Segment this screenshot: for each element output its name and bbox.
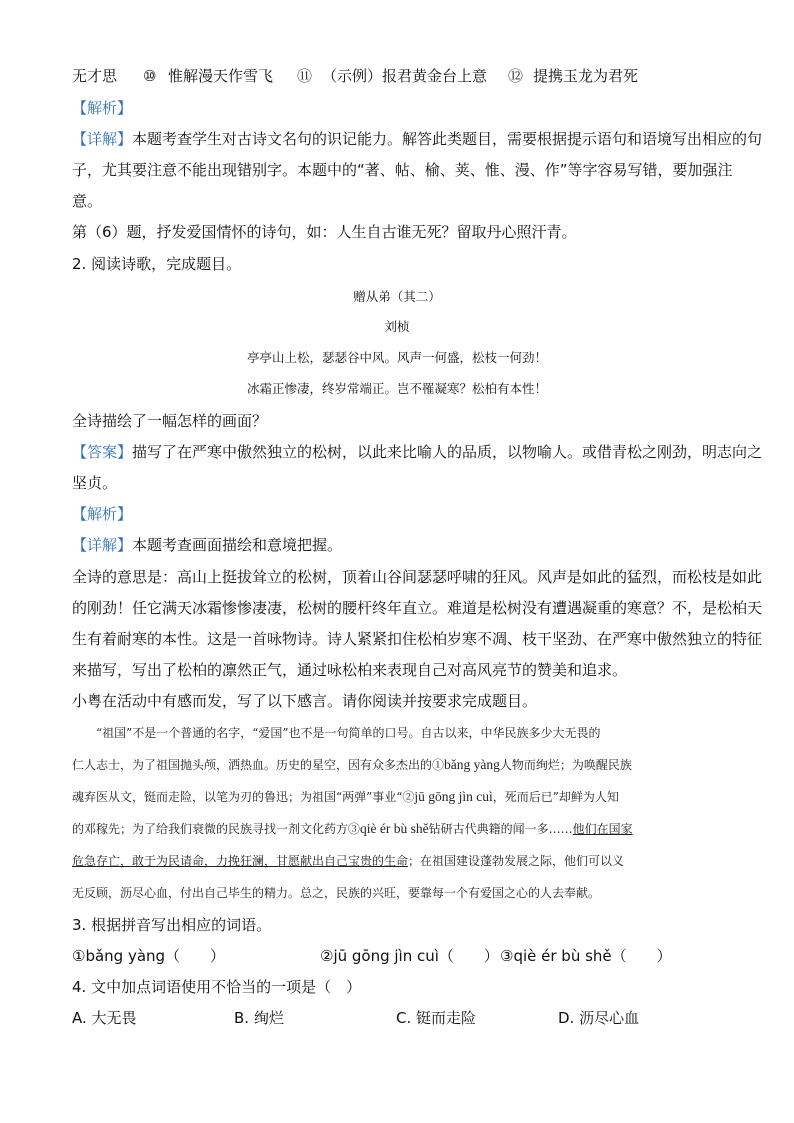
answer-tag: 【答案】 xyxy=(72,443,133,461)
detail-paragraph-line: 意。 xyxy=(72,192,103,210)
pinyin-1: bǎng yàng xyxy=(444,757,500,772)
pinyin-item-2: ②jū gōng jìn cuì（ ） xyxy=(320,947,499,965)
detail-tag: 【详解】 xyxy=(72,536,133,554)
option-c: C. 铤而走险 xyxy=(396,1009,477,1027)
option-a: A. 大无畏 xyxy=(72,1009,137,1027)
answer-number-12: ⑫ xyxy=(508,67,524,85)
analysis-tag: 【解析】 xyxy=(72,505,133,523)
passage-line: “祖国”不是一个普通的名字，“爱国”也不是一句简单的口号。自古以来，中华民族多少大无畏的 xyxy=(96,726,601,740)
poem-title: 赠从弟（其二） xyxy=(353,289,441,304)
detail-tag: 【详解】 xyxy=(72,130,133,148)
question-2-prompt: 全诗描绘了一幅怎样的画面？ xyxy=(72,412,268,430)
pinyin-2: jū gōng jìn cuì xyxy=(414,789,493,804)
answer-number-11: ⑪ xyxy=(297,67,313,85)
pinyin-item-1: ①bǎng yàng（ ） xyxy=(72,947,226,965)
detail-paragraph-line: 全诗的意思是：高山上挺拔耸立的松树，顶着山谷间瑟瑟呼啸的狂风。风声是如此的猛烈，而松枝是如此 xyxy=(72,568,763,586)
detail-paragraph-line: 【详解】本题考查学生对古诗文名句的识记能力。解答此类题目，需要根据提示语句和语境写出相应的句 xyxy=(72,130,763,148)
option-b: B. 绚烂 xyxy=(234,1009,284,1027)
passage-line: 无反顾，沥尽心血，付出自己毕生的精力。总之，民族的兴旺，要靠每一个有爱国之心的人去奉献。 xyxy=(72,886,601,900)
answer-10: 惟解漫天作雪飞 xyxy=(168,67,274,85)
poem-author: 刘桢 xyxy=(384,319,410,334)
detail-paragraph-line: 的刚劲！任它满天冰霜惨惨凄凄，松树的腰杆终年直立。难道是松树没有遭遇凝重的寒意？不，是松柏天 xyxy=(72,599,763,617)
underlined-sentence: 危急存亡，敢于为民请命，力挽狂澜，甘愿献出自己宝贵的生命 xyxy=(72,854,409,868)
detail-paragraph-line: 来描写，写出了松柏的凛然正气，通过咏松柏来表现自己对高风亮节的赞美和追求。 xyxy=(72,661,628,679)
answer-fragment: 无才思 xyxy=(72,67,118,85)
detail-intro-line: 【详解】本题考查画面描绘和意境把握。 xyxy=(72,536,343,554)
detail-paragraph-line: 子，尤其要注意不能出现错别字。本题中的“著、帖、榆、荚、惟、漫、作”等字容易写错，要加强注 xyxy=(72,161,733,179)
answer-12: 提携玉龙为君死 xyxy=(533,67,639,85)
detail-paragraph-line: 第（6）题，抒发爱国情怀的诗句，如：人生自古谁无死？留取丹心照汗青。 xyxy=(72,223,577,241)
answer-11: （示例）报君黄金台上意 xyxy=(322,67,488,85)
poem-line: 冰霜正惨凄，终岁常端正。岂不罹凝寒？松柏有本性！ xyxy=(246,381,547,396)
question-3-stem: 3. 根据拼音写出相应的词语。 xyxy=(72,916,272,934)
passage-line: 的邓稼先；为了给我们衰微的民族寻找一剂文化药方③qiè ér bù shě钻研古代典籍的闻一多……他们在国家 xyxy=(72,821,633,836)
poem-line: 亭亭山上松，瑟瑟谷中风。风声一何盛，松枝一何劲！ xyxy=(246,350,547,365)
analysis-tag: 【解析】 xyxy=(72,99,133,117)
underlined-sentence: 他们在国家 xyxy=(572,822,633,836)
detail-paragraph-line: 生有着耐寒的本性。这是一首咏物诗。诗人紧紧扣住松柏岁寒不凋、枝干坚劲、在严寒中傲然独立的特征 xyxy=(72,630,763,648)
passage-line: 危急存亡，敢于为民请命，力挽狂澜，甘愿献出自己宝贵的生命；在祖国建设蓬勃发展之际，他们可以义 xyxy=(72,854,625,868)
passage-line: 仁人志士，为了祖国抛头颅，洒热血。历史的星空，因有众多杰出的①bǎng yàng人物而绚烂；为唤醒民族 xyxy=(72,757,632,772)
answer-line: 【答案】描写了在严寒中傲然独立的松树，以此来比喻人的品质，以物喻人。或借青松之刚劲，明志向之 xyxy=(72,443,763,461)
pinyin-item-3: ③qiè ér bù shě（ ） xyxy=(500,947,672,965)
passage-line: 魂弃医从文，铤而走险，以笔为刃的鲁迅；为祖国“两弹”事业“②jū gōng jìn cuì，死而后已”却鲜为人知 xyxy=(72,789,619,804)
question-2-stem: 2. 阅读诗歌，完成题目。 xyxy=(72,255,242,273)
answer-line: 坚贞。 xyxy=(72,474,118,492)
answer-number-10: ⑩ xyxy=(143,67,157,85)
passage-intro: 小粤在活动中有感而发，写了以下感言。请你阅读并按要求完成题目。 xyxy=(72,692,538,710)
option-d: D. 沥尽心血 xyxy=(558,1009,640,1027)
pinyin-3: qiè ér bù shě xyxy=(360,821,429,836)
question-4-stem: 4. 文中加点词语使用不恰当的一项是（ ） xyxy=(72,978,362,996)
